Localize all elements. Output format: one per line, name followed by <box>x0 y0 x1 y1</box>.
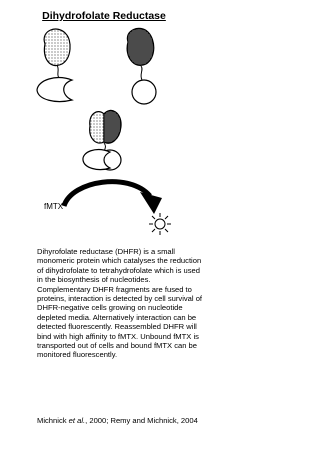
binding-arrow <box>64 182 150 206</box>
left-linker <box>57 65 59 78</box>
citation-etal: et al. <box>68 416 86 425</box>
fluorescence-sun-icon <box>149 213 171 235</box>
dhfr-fragment-left <box>37 78 72 102</box>
complex-protein-light <box>90 112 104 143</box>
right-linker <box>141 66 142 80</box>
right-fusion-protein <box>127 28 156 104</box>
left-fusion-protein <box>37 29 72 101</box>
description-text: Dihyrofolate reductase (DHFR) is a small monomeric protein which catalyses the reduction of dihydrofolate to tetrahydrofolate which is used in the biosynthesis of nucleotides. Complementary DHFR fragments are fused to proteins, interaction is detected by cell survival of DHFR-negative cells growing on nucleotide depleted media. Alternatively interaction can be detected fluorescently. Reassembled DHFR will bind with high affinity to fMTX. Unbound fMTX is transported out of cells and bound fMTX can be monitored fluorescently. <box>37 247 203 360</box>
fmtx-label: fMTX <box>44 202 64 211</box>
right-partner-protein <box>127 28 154 65</box>
citation-rest: , 2000; Remy and Michnick, 2004 <box>85 416 198 425</box>
citation-author: Michnick <box>37 416 69 425</box>
arrowhead-icon <box>140 192 162 214</box>
reassembled-complex <box>83 110 121 170</box>
left-partner-protein <box>44 29 70 66</box>
citation <box>37 416 203 425</box>
page-title: Dihydrofolate Reductase <box>42 10 166 22</box>
complex-protein-dark <box>104 110 121 143</box>
dhfr-fragment-right <box>132 80 156 104</box>
